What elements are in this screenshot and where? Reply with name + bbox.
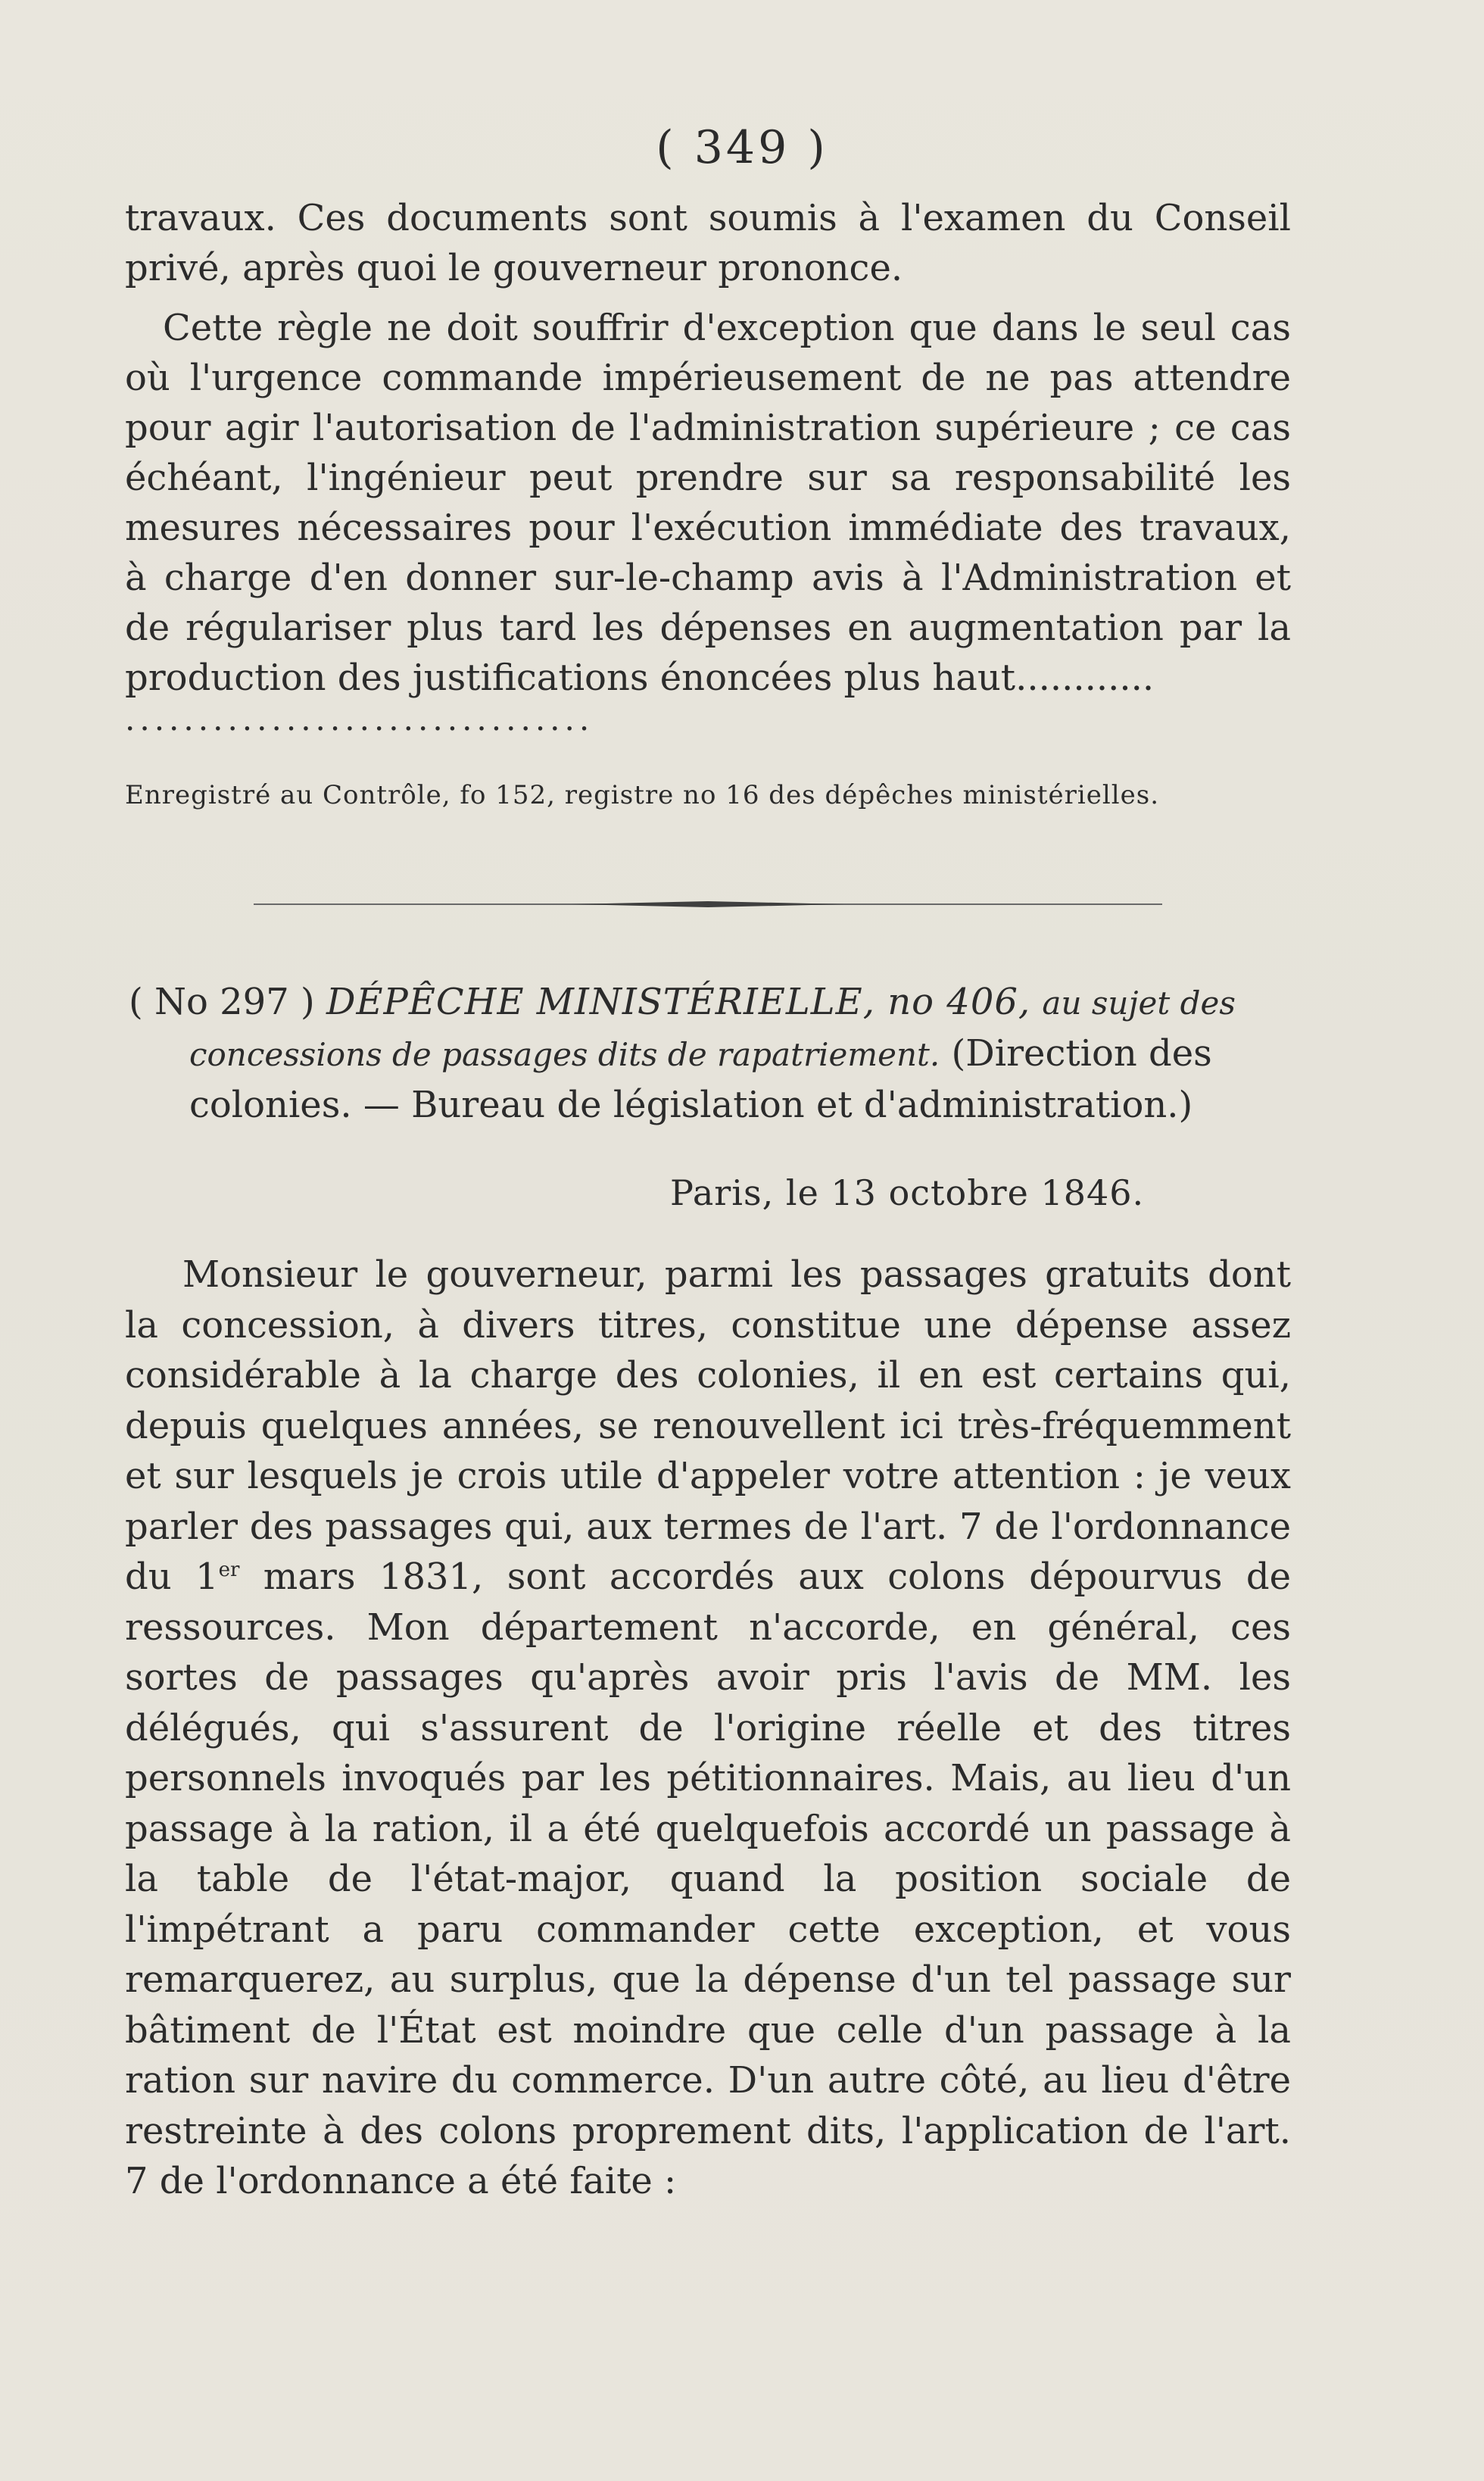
page-number: ( 349 ) (656, 121, 828, 174)
letter-paragraph (125, 1250, 1291, 2207)
dispatch-direction: (Direction des colonies. — Bureau de législation et d'administration.) (189, 1032, 1212, 1126)
rule-paragraph: Cette règle ne doit souffrir d'exception que dans le seul cas où l'urgence commande impérieusement de ne pas attendre pour agir l'autorisation de l'administration supérieure ; ce cas échéant, l'ingénieur peut prendre sur sa responsabilité les mesures nécessaires pour l'exécution immédiate des travaux, à charge d'en donner sur-le-champ avis à l'Administration et de régulariser plus tard les dépenses en augmentation par la production des justifications énoncées plus haut............ (125, 307, 1291, 699)
dispatch-title: DÉPÊCHE MINISTÉRIELLE, no 406, (326, 981, 1031, 1023)
dispatch-subject: au sujet des concessions de passages dits de rapatriement. (189, 985, 1236, 1073)
place-date: Paris, le 13 octobre 1846. (670, 1172, 1145, 1213)
section-divider (254, 900, 1162, 909)
registration-note: Enregistré au Contrôle, fo 152, registre no 16 des dépêches ministérielles. (125, 780, 1160, 810)
letter-text-part1: Monsieur le gouverneur, parmi les passages gratuits dont la concession, à divers titres, constitue une dépense assez considérable à la charge des colonies, il en est certains qui, depuis quelques années, se renouvellent ici très-fréquemment et sur lesquels je crois utile d'appeler votre attention : je veux parler des passages qui, aux termes de l'art. 7 de l'ordonnance du 1 (125, 1253, 1291, 1598)
ellipsis-dots: ................................ (125, 701, 594, 738)
dispatch-number: ( No 297 ) (129, 981, 315, 1023)
letter-text-part2: mars 1831, sont accordés aux colons dépourvus de ressources. Mon département n'accorde, en général, ces sortes de passages qu'après avoir pris l'avis de MM. les délégués, qui s'assurent de l'origine réelle et des titres personnels invoqués par les pétitionnaires. Mais, au lieu d'un passage à la ration, il a été quelquefois accordé un passage à la table de l'état-major, quand la position sociale de l'impétrant a paru commander cette exception, et vous remarquerez, au surplus, que la dépense d'un tel passage sur bâtiment de l'État est moindre que celle d'un passage à la ration sur navire du commerce. D'un autre côté, au lieu d'être restreinte à des colons proprement dits, l'application de l'art. 7 de l'ordonnance a été faite : (125, 1556, 1291, 2202)
superscript-er: er (218, 1559, 240, 1581)
continuation-paragraph: travaux. Ces documents sont soumis à l'examen du Conseil privé, après quoi le gouverneur prononce. (125, 197, 1291, 289)
dispatch-heading (129, 977, 1295, 1130)
